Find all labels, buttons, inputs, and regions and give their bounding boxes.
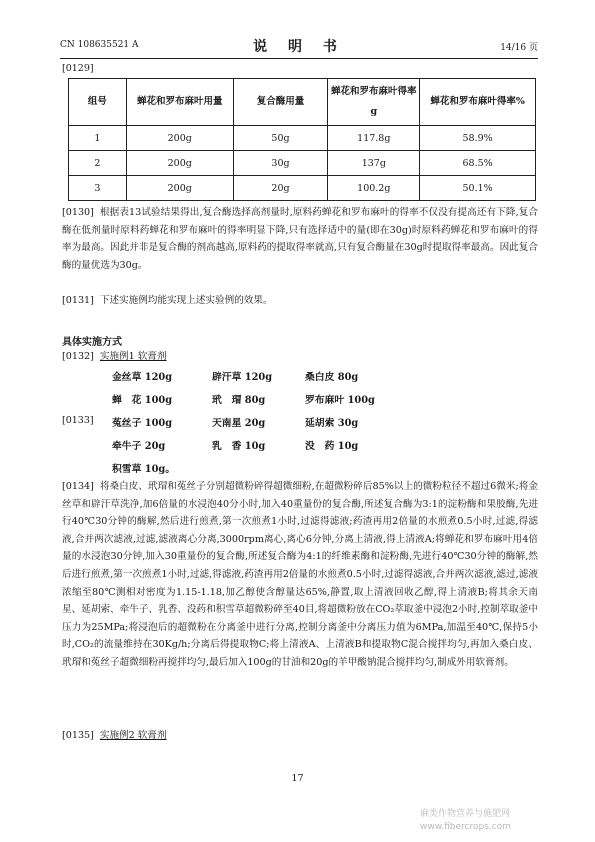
- paragraph-text: 根据表13试验结果得出,复合酶选择高剂量时,原料药蝉花和罗布麻叶的得率不仅没有提高还有下降,复合酶在低剂量时原料药蝉花和罗布麻叶的得率明显下降,只有选择适中的量(即在30g)时原料药蝉花和罗布麻叶的得率为最高。因此并非是复合酶的剂高越高,原料药的提取得率就高,只有复合酶量在30g时提取得率最高。因此复合酶的量优选为30g。: [62, 207, 538, 271]
- ingredient-item: 金丝草 120g: [112, 372, 173, 383]
- document-title: 说 明 书: [253, 39, 345, 55]
- table-header-cell: 组号: [69, 79, 127, 126]
- table-cell: 1: [69, 126, 127, 151]
- table-row: [69, 176, 536, 201]
- table-row: [69, 126, 536, 151]
- table-header-cell: 蝉花和罗布麻叶用量: [126, 79, 233, 126]
- table-cell: 200g: [126, 176, 233, 201]
- page-header: [60, 36, 538, 56]
- ingredient-item: 桑白皮 80g: [305, 372, 359, 383]
- page-number: 17: [291, 773, 304, 784]
- paragraph-0135: [62, 727, 538, 745]
- ingredient-item: 天南星 20g: [212, 418, 266, 429]
- paragraph-number: [0134]: [62, 481, 94, 492]
- ingredient-item: 牵牛子 20g: [112, 441, 166, 452]
- table-cell: 200g: [126, 151, 233, 176]
- paragraph-text: 将桑白皮、玳瑁和菟丝子分别超微粉碎得超微细粉,在超微粉碎后85%以上的微粉粒径不超过6微米;将金丝草和辟汗草洗净,加6倍量的水浸泡40分小时,加入40重量份的复合酶,所述复合酶为3:1的淀粉酶和果胶酶,先进行40℃30分钟的酶解,然后进行煎煮,第一次煎煮1小时,过滤得滤液;药渣再用2倍量的水煎煮0.5小时,过滤,得滤液,合并两次滤液,过滤,滤液离心分离,3000rpm离心,离心6分钟,分离上清液,得上清液A;将蝉花和罗布麻叶用4倍量的水浸泡30分钟,加入30重量份的复合酶,所述复合酶为4:1的纤维素酶和淀粉酶,先进行40℃30分钟的酶解,然后进行煎煮,第一次煎煮1小时,过滤,得滤液,药渣再用2倍量的水煎煮0.5小时,过滤得滤液,合并两次滤液,滤过,滤液浓缩至80℃测相对密度为1.15-1.18,加乙醇使含醇量达65%,静置,取上清液回收乙醇,得上清液B;将其余天南星、延胡索、牵牛子、乳香、没药和积雪草超微粉碎至40目,将超微粉放在CO₂萃取釜中浸泡2小时,控制萃取釜中压力为25MPa;将浸泡后的超微粉在分离釜中进行分离,控制分离釜中分离压力值为6MPa,加温至40℃,保持5小时,CO₂的流量维持在30Kg/h;分离后得提取物C;将上清液A、上清液B和提取物C混合搅拌均匀,再加入桑白皮、玳瑁和菟丝子超微细粉再搅拌均匀,最后加入100g的甘油和20g的羊甲酸钠混合搅拌均匀,制成外用软膏剂。: [62, 481, 538, 668]
- patent-number: CN 108635521 A: [60, 40, 139, 50]
- table-cell: 20g: [233, 176, 328, 201]
- page-info: 14/16 页: [500, 43, 538, 53]
- paragraph-number-0133: [0133]: [62, 415, 94, 426]
- paragraph-number: [0130]: [62, 207, 94, 218]
- ingredient-item: 菟丝子 100g: [112, 418, 173, 429]
- paragraph-0131: [62, 292, 538, 310]
- table-cell: 30g: [233, 151, 328, 176]
- table-cell: 50.1%: [420, 176, 536, 201]
- ingredient-item: 辟汗草 120g: [212, 372, 273, 383]
- section-title: 具体实施方式: [62, 337, 122, 348]
- watermark-line: www.fibercrops.com: [420, 822, 511, 832]
- ingredient-item: 延胡索 30g: [305, 418, 359, 429]
- ingredient-item: 玳 瑁 80g: [212, 395, 266, 406]
- table-cell: 58.9%: [420, 126, 536, 151]
- table-cell: 100.2g: [328, 176, 420, 201]
- paragraph-0130: [62, 204, 538, 274]
- paragraph-text: 下述实施例均能实现上述实验例的效果。: [99, 295, 273, 306]
- table-header-cell: 蝉花和罗布麻叶得率 g: [328, 79, 420, 126]
- table-cell: 50g: [233, 126, 328, 151]
- ingredient-item: 积雪草 10g。: [112, 464, 176, 475]
- table-cell: 2: [69, 151, 127, 176]
- paragraph-number: [0132]: [62, 351, 94, 362]
- paragraph-number: [0131]: [62, 295, 94, 306]
- table-row: [69, 151, 536, 176]
- header-divider: [60, 58, 538, 59]
- ingredient-item: 没 药 10g: [305, 441, 359, 452]
- paragraph-0134: [62, 478, 538, 672]
- example-title: 实施例1 软膏剂: [99, 351, 167, 362]
- ingredient-item: 蝉 花 100g: [112, 395, 173, 406]
- table-cell: 200g: [126, 126, 233, 151]
- paragraph-0132: [62, 348, 538, 366]
- watermark: [420, 808, 511, 834]
- ingredient-item: 乳 香 10g: [212, 441, 266, 452]
- table-cell: 3: [69, 176, 127, 201]
- paragraph-number-0129: [0129]: [62, 63, 94, 74]
- table-header-cell: 复合酶用量: [233, 79, 328, 126]
- watermark-line: 麻类作物营养与施肥网: [420, 809, 511, 819]
- table-cell: 137g: [328, 151, 420, 176]
- table-header-cell: 蝉花和罗布麻叶得率%: [420, 79, 536, 126]
- example-title: 实施例2 软膏剂: [99, 730, 167, 741]
- table-header-row: [69, 79, 536, 126]
- paragraph-number: [0135]: [62, 730, 94, 741]
- results-table: [68, 78, 536, 201]
- table-cell: 68.5%: [420, 151, 536, 176]
- ingredient-item: 罗布麻叶 100g: [305, 395, 375, 406]
- table-cell: 117.8g: [328, 126, 420, 151]
